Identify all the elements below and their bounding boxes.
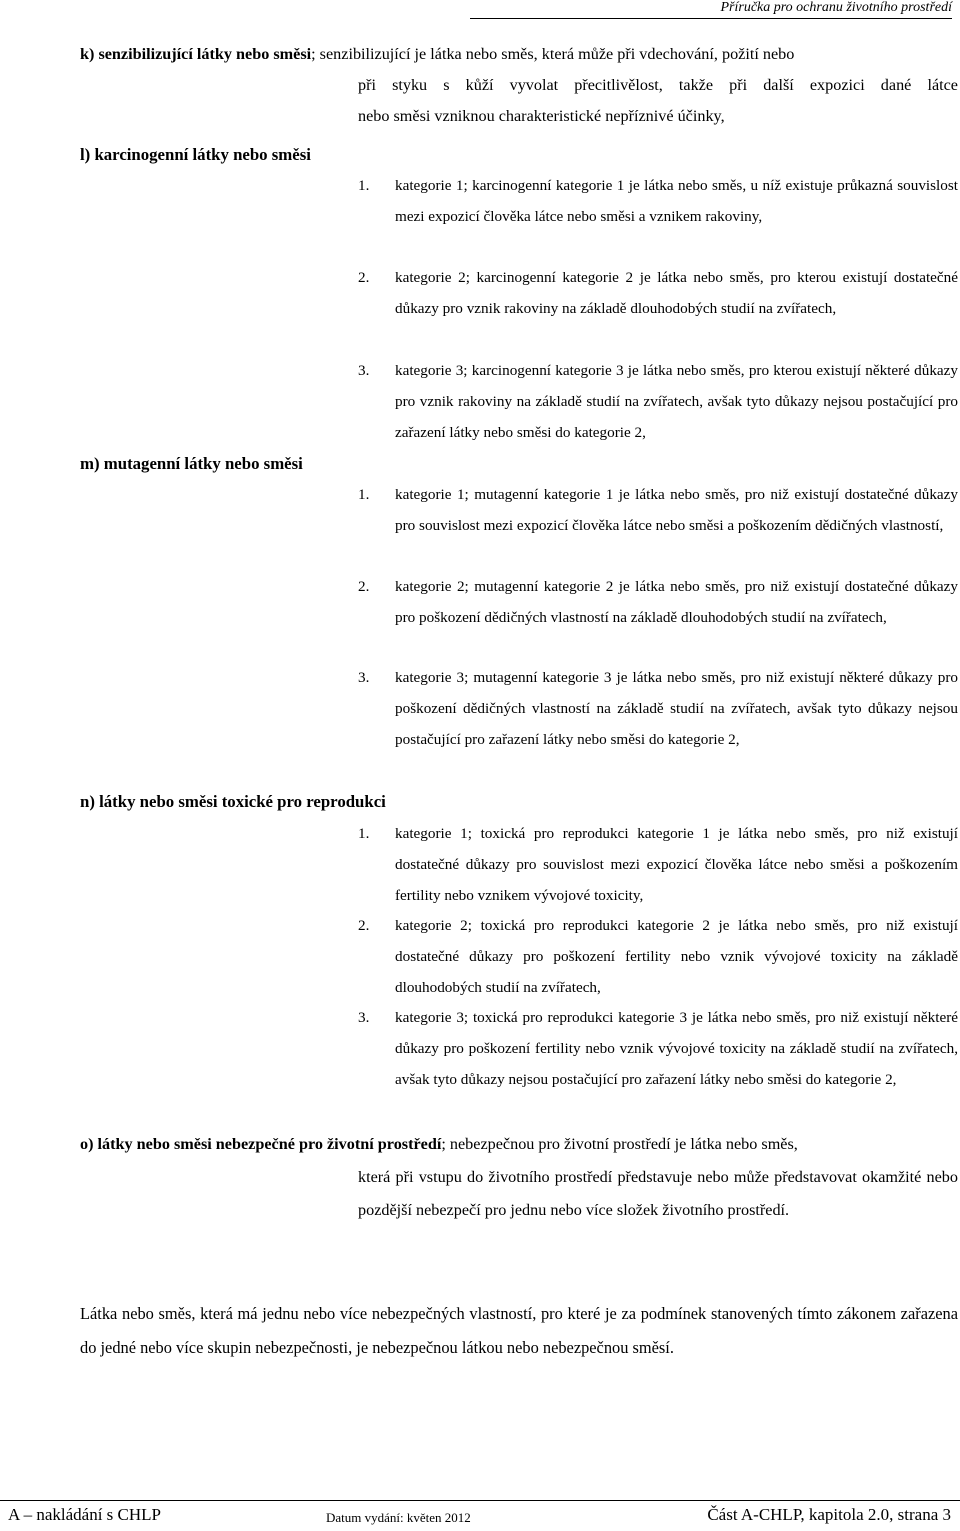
- footer-date: Datum vydání: květen 2012: [326, 1510, 471, 1525]
- footer-left: A – nakládání s CHLP: [8, 1505, 161, 1524]
- list-item: [358, 1002, 958, 1095]
- definition-o-continuation: která při vstupu do životního prostředí představuje nebo může představovat okamžité nebo pozdější nebezpečí pro jednu nebo více složek životního prostředí.: [358, 1168, 958, 1219]
- list-item: [358, 355, 958, 448]
- definition-o-lead: ; nebezpečnou pro životní prostředí je látka nebo směs,: [441, 1135, 798, 1153]
- list-item-number: 3.: [358, 669, 370, 686]
- definition-k-continuation: [358, 70, 958, 132]
- list-item-text: kategorie 2; mutagenní kategorie 2 je látka nebo směs, pro niž existují dostatečné důkazy pro poškození dědičných vlastností na základě dlouhodobých studií na zvířatech,: [395, 578, 958, 626]
- list-item-text: kategorie 2; karcinogenní kategorie 2 je látka nebo směs, pro kterou existují dostatečné důkazy pro vznik rakoviny na základě dlouhodobých studií na zvířatech,: [395, 269, 958, 317]
- definition-k-lead: ; senzibilizující je látka nebo směs, která může při vdechování, požití nebo: [311, 45, 795, 63]
- header-title: Příručka pro ochranu životního prostředí: [720, 0, 952, 15]
- list-item: [358, 262, 958, 324]
- footer-divider: [0, 1500, 960, 1501]
- list-item: [358, 910, 958, 1003]
- list-item-text: kategorie 1; karcinogenní kategorie 1 je látka nebo směs, u níž existuje průkazná souvislost mezi expozicí člověka látce nebo směsi a vznikem rakoviny,: [395, 177, 958, 225]
- heading-toxicke-pro-reprodukci: n) látky nebo směsi toxické pro reprodukci: [80, 792, 386, 811]
- list-item-number: 1.: [358, 486, 370, 503]
- list-item-text: kategorie 3; toxická pro reprodukci kategorie 3 je látka nebo směs, pro niž existují některé důkazy pro poškození fertility nebo vznik vývojové toxicity na základě studií na zvířatech, avšak tyto důkazy nejsou postačující pro zařazení látky nebo směsi do kategorie 2,: [395, 1009, 958, 1088]
- definition-o: [80, 1128, 960, 1161]
- list-item-text: kategorie 1; toxická pro reprodukci kategorie 1 je látka nebo směs, pro niž existují dostatečné důkazy pro souvislost mezi expozicí člověka látce nebo směsi a poškozením fertility nebo vznikem vývojové toxicity,: [395, 825, 958, 904]
- closing-paragraph: Látka nebo směs, která má jednu nebo více nebezpečných vlastností, pro které je za podmínek stanovených tímto zákonem zařazena do jedné nebo více skupin nebezpečnosti, je nebezpečnou látkou nebo nebezpečnou směsí.: [80, 1304, 958, 1357]
- list-item-number: 1.: [358, 177, 370, 194]
- list-item-number: 3.: [358, 362, 370, 379]
- definition-k-line-3: nebo směsi vzniknou charakteristické nepříznivé účinky,: [358, 107, 725, 125]
- heading-karcinogenni: l) karcinogenní látky nebo směsi: [80, 145, 311, 164]
- list-item-text: kategorie 3; mutagenní kategorie 3 je látka nebo směs, pro niž existují některé důkazy pro poškození dědičných vlastností na základě studií na zvířatech, avšak tyto důkazy nejsou postačující pro zařazení látky nebo směsi do kategorie 2,: [395, 669, 958, 748]
- footer-page-info: Část A-CHLP, kapitola 2.0, strana 3: [707, 1505, 951, 1524]
- heading-mutagenni: m) mutagenní látky nebo směsi: [80, 454, 303, 473]
- list-item-number: 3.: [358, 1009, 370, 1026]
- definition-k-line-2: při styku s kůží vyvolat přecitlivělost, takže při další expozici dané látce: [358, 76, 958, 94]
- list-item: [358, 662, 958, 755]
- list-item-number: 2.: [358, 269, 370, 286]
- list-item: [358, 571, 958, 633]
- definition-k-label: k) senzibilizující látky nebo směsi: [80, 45, 312, 63]
- list-item-text: kategorie 3; karcinogenní kategorie 3 je látka nebo směs, pro kterou existují některé důkazy pro vznik rakoviny na základě studií na zvířatech, avšak tyto důkazy nejsou postačující pro zařazení látky nebo směsi do kategorie 2,: [395, 362, 958, 441]
- list-item: [358, 170, 958, 232]
- definition-o-label: o) látky nebo směsi nebezpečné pro životní prostředí: [80, 1135, 442, 1153]
- list-item-number: 2.: [358, 578, 370, 595]
- list-item-text: kategorie 1; mutagenní kategorie 1 je látka nebo směs, pro niž existují dostatečné důkazy pro souvislost mezi expozicí člověka látce nebo směsi a poškozením dědičných vlastností,: [395, 486, 958, 534]
- list-item: [358, 818, 958, 911]
- list-item: [358, 479, 958, 541]
- list-item-number: 2.: [358, 917, 370, 934]
- page-header: [470, 0, 952, 19]
- list-item-text: kategorie 2; toxická pro reprodukci kategorie 2 je látka nebo směs, pro niž existují dostatečné důkazy pro poškození fertility nebo vznik vývojové toxicity na základě dlouhodobých studií na zvířatech,: [395, 917, 958, 996]
- definition-k: [80, 39, 960, 70]
- list-item-number: 1.: [358, 825, 370, 842]
